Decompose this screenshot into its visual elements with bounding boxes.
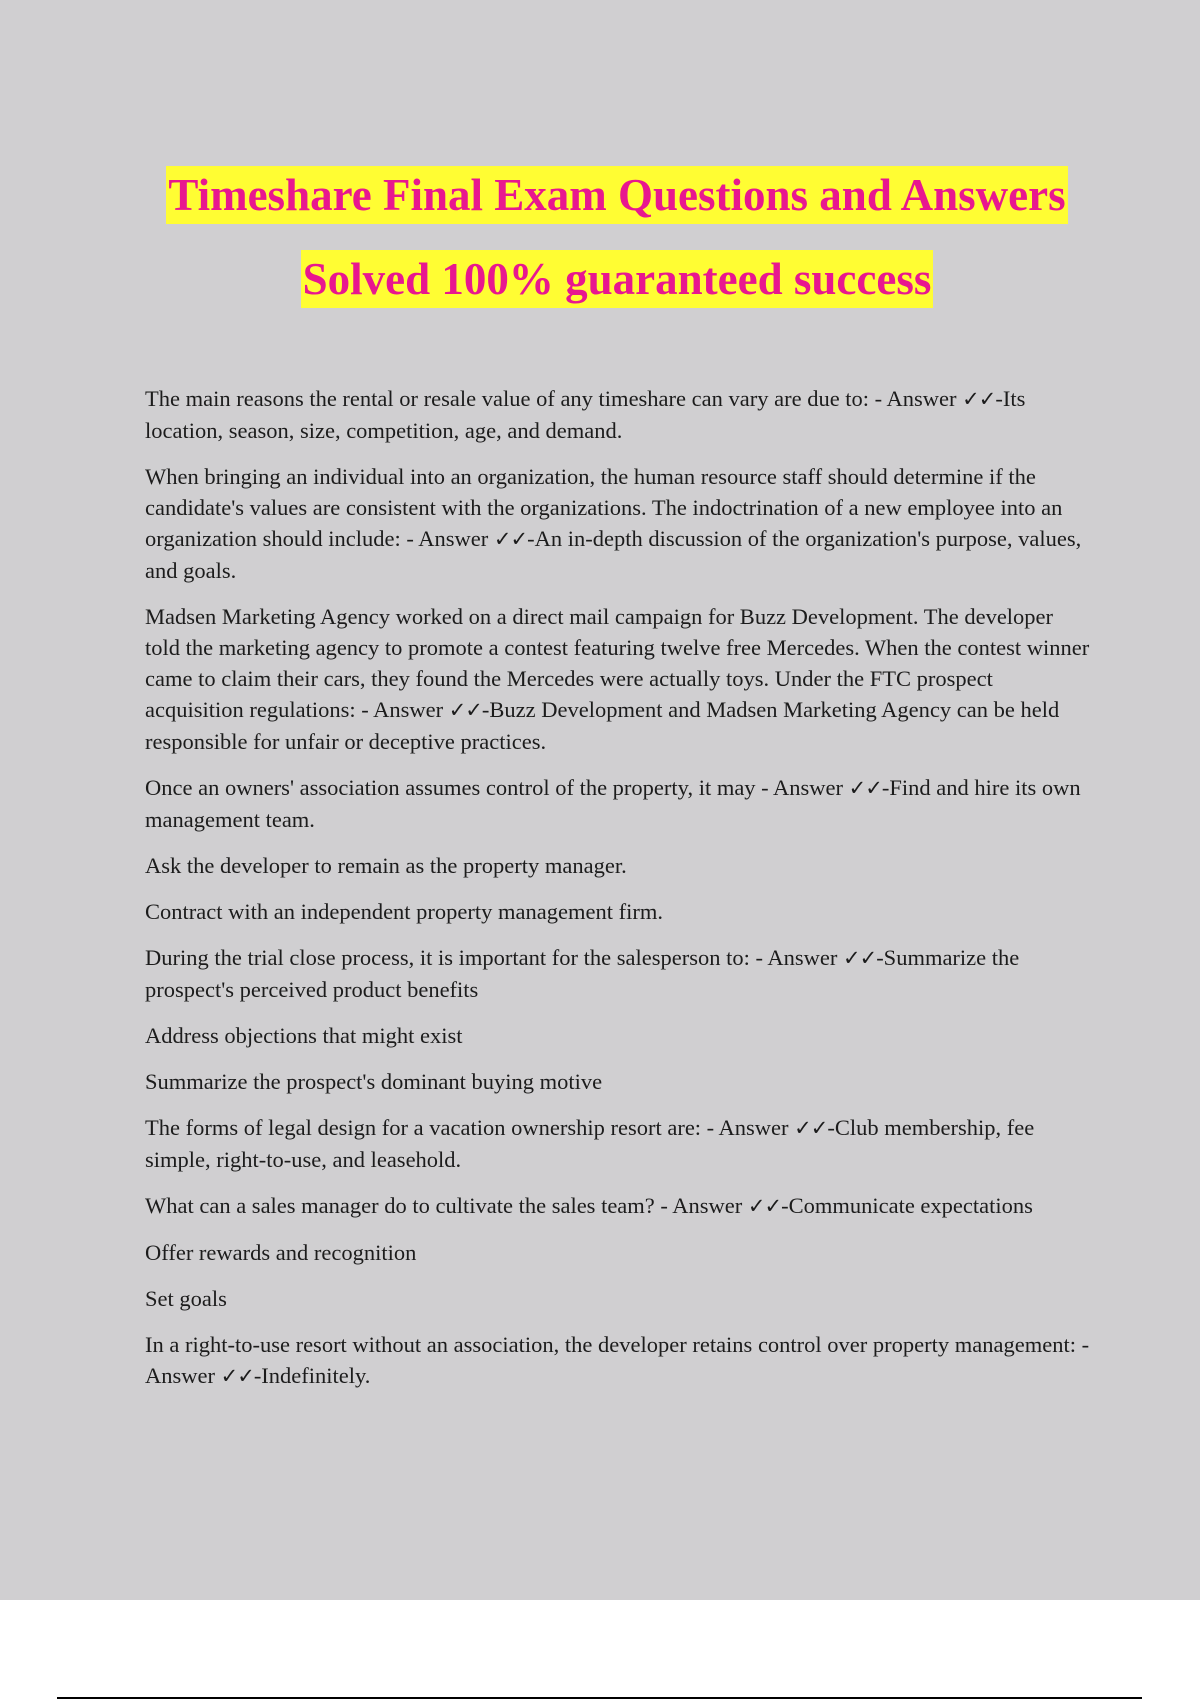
qa-paragraph: [145, 772, 1090, 835]
question-text: Once an owners' association assumes control of the property, it may - Answer: [145, 775, 849, 800]
answer-text: -Buzz Development and Madsen Marketing Agency can be held responsible for unfair or deceptive practices.: [145, 697, 1060, 754]
check-icon: ✓✓: [962, 387, 996, 411]
text-paragraph: Set goals: [145, 1286, 227, 1311]
qa-paragraph: [145, 601, 1090, 757]
qa-paragraph: [145, 1329, 1090, 1392]
question-text: What can a sales manager do to cultivate the sales team? - Answer: [145, 1193, 748, 1218]
question-text: The main reasons the rental or resale value of any timeshare can vary are due to: - Answer: [145, 386, 963, 411]
answer-text: -Find and hire its own management team.: [145, 775, 1081, 832]
answer-text: -Indefinitely.: [253, 1363, 371, 1388]
footer-divider: [57, 1697, 1142, 1699]
text-paragraph: Offer rewards and recognition: [145, 1240, 417, 1265]
answer-text: -Communicate expectations: [781, 1193, 1033, 1218]
question-text: In a right-to-use resort without an association, the developer retains control over property management: - Answer: [145, 1332, 1090, 1388]
document-body: [145, 383, 1090, 1407]
question-text: The forms of legal design for a vacation ownership resort are: - Answer: [145, 1115, 795, 1140]
text-paragraph: Contract with an independent property management firm.: [145, 899, 663, 924]
check-icon: ✓✓: [220, 1364, 254, 1388]
qa-paragraph: [145, 1112, 1090, 1175]
document-title: [0, 166, 1200, 308]
check-icon: ✓✓: [448, 698, 482, 722]
check-icon: ✓✓: [842, 946, 877, 970]
question-text: During the trial close process, it is important for the salesperson to: - Answer: [145, 945, 843, 970]
answer-text: -Club membership, fee simple, right-to-use, and leasehold.: [145, 1115, 1035, 1172]
text-paragraph: Address objections that might exist: [145, 1023, 463, 1048]
answer-text: -Its location, season, size, competition, age, and demand.: [145, 386, 1026, 443]
check-icon: ✓✓: [848, 776, 882, 800]
title-line-1: Timeshare Final Exam Questions and Answers: [166, 166, 1067, 224]
question-text: When bringing an individual into an organization, the human resource staff should determine if the candidate's values are consistent with the organizations. The indoctrination of a new employee into an organization should include: - Answer: [145, 464, 1063, 551]
answer-text: -An in-depth discussion of the organization's purpose, values, and goals.: [145, 526, 1082, 583]
text-paragraph: Ask the developer to remain as the property manager.: [145, 853, 627, 878]
answer-text: -Summarize the prospect's perceived product benefits: [145, 945, 1020, 1002]
check-icon: ✓✓: [493, 527, 528, 551]
qa-paragraph: [145, 942, 1090, 1005]
qa-paragraph: [145, 461, 1090, 586]
check-icon: ✓✓: [747, 1194, 782, 1218]
check-icon: ✓✓: [794, 1116, 828, 1140]
qa-paragraph: [145, 383, 1090, 446]
title-line-2: Solved 100% guaranteed success: [301, 250, 934, 308]
text-paragraph: Summarize the prospect's dominant buying motive: [145, 1069, 603, 1094]
qa-paragraph: [145, 1190, 1090, 1222]
question-text: Madsen Marketing Agency worked on a direct mail campaign for Buzz Development. The developer told the marketing agency to promote a contest featuring twelve free Mercedes. When the contest winner came to claim their cars, they found the Mercedes were actually toys. Under the FTC prospect acquisition regulations: - Answer: [145, 604, 1090, 722]
